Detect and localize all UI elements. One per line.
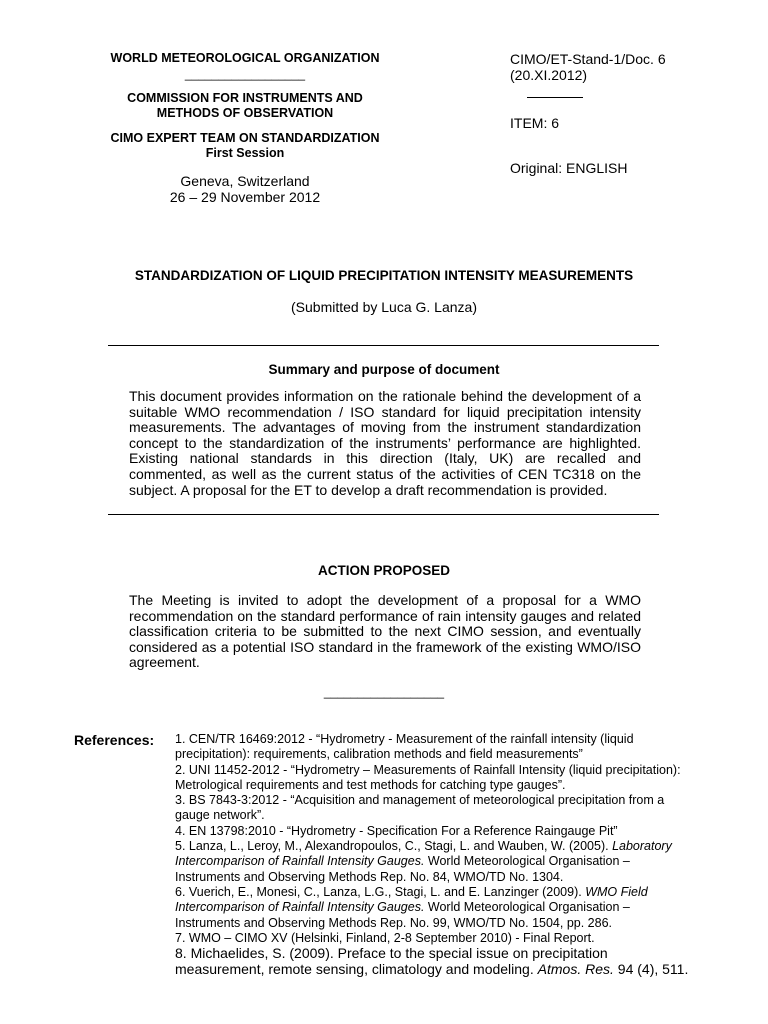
document-info	[510, 51, 710, 176]
reference-8-journal: Atmos. Res.	[537, 960, 614, 977]
reference-4: 4. EN 13798:2010 - “Hydrometry - Specification For a Reference Raingauge Pit”	[175, 823, 618, 838]
expert-team: CIMO EXPERT TEAM ON STANDARDIZATION	[110, 131, 380, 145]
reference-7: 7. WMO – CIMO XV (Helsinki, Finland, 2-8 September 2010) - Final Report.	[175, 930, 595, 945]
reference-1: 1. CEN/TR 16469:2012 - “Hydrometry - Measurement of the rainfall intensity (liquid precipitation): requirements, calibration methods and field measurements”	[175, 732, 634, 762]
doc-rule	[527, 97, 583, 98]
reference-2: 2. UNI 11452-2012 - “Hydrometry – Measurements of Rainfall Intensity (liquid precipitation): Metrological requirements and test methods for catching type gauges”.	[175, 762, 681, 792]
org-underline: __________________	[184, 67, 306, 81]
reference-8-authors: 8. Michaelides, S. (2009). Preface to the special issue on precipitation measurement, remote sensing, climatology and modeling.	[175, 945, 608, 977]
action-text: The Meeting is invited to adopt the development of a proposal for a WMO recommendation on the standard performance of rain intensity gauges and related classification criteria to be submitted to the next CIMO session, and eventually considered as a potential ISO standard in the framework of the existing WMO/ISO agreement.	[129, 592, 641, 671]
reference-3: 3. BS 7843-3:2012 - “Acquisition and management of meteorological precipitation from a gauge network”.	[175, 793, 665, 823]
dates: 26 – 29 November 2012	[169, 189, 321, 205]
reference-5-authors: 5. Lanza, L., Leroy, M., Alexandropoulos, C., Stagi, L. and Wauben, W. (2005).	[175, 839, 613, 854]
commission-line1: COMMISSION FOR INSTRUMENTS AND	[127, 91, 363, 105]
summary-top-divider	[108, 345, 659, 346]
original-language: Original: ENGLISH	[510, 160, 628, 176]
commission-line2: METHODS OF OBSERVATION	[156, 106, 334, 120]
summary-text: This document provides information on the rationale behind the development of a suitable WMO recommendation / ISO standard for liquid precipitation intensity measurements. The advantages of moving from the instrument standardization concept to the standardization of the instruments’ performance are highlighted. Existing national standards in this direction (Italy, UK) are recalled and commented, as well as the current status of the activities of CEN TC318 on the subject. A proposal for the ET to develop a draft recommendation is provided.	[129, 388, 641, 498]
action-heading: ACTION PROPOSED	[317, 563, 450, 578]
reference-6-title: WMO Field Intercomparison of Rainfall Intensity Gauges.	[175, 884, 648, 915]
doc-id: CIMO/ET-Stand-1/Doc. 6	[510, 51, 666, 67]
reference-5	[175, 839, 695, 885]
session: First Session	[205, 146, 285, 160]
location: Geneva, Switzerland	[180, 173, 310, 189]
reference-5-title: Laboratory Intercomparison of Rainfall Intensity Gauges.	[175, 839, 672, 869]
agenda-item: ITEM: 6	[510, 115, 560, 131]
references-list	[175, 732, 695, 977]
reference-8	[175, 946, 695, 977]
reference-6	[175, 885, 695, 931]
org-name: WORLD METEOROLOGICAL ORGANIZATION	[110, 51, 380, 65]
page-title: STANDARDIZATION OF LIQUID PRECIPITATION INTENSITY MEASUREMENTS	[134, 268, 634, 283]
doc-date: (20.XI.2012)	[510, 67, 588, 83]
reference-6-authors: 6. Vuerich, E., Monesi, C., Lanza, L.G., Stagi, L. and E. Lanzinger (2009).	[175, 884, 586, 899]
references-label: References:	[74, 732, 155, 748]
reference-6-source: World Meteorological Organisation – Instruments and Observing Methods Rep. No. 99, WMO/TD No. 1504, pp. 286.	[175, 900, 630, 930]
reference-8-volume: 94 (4), 511.	[613, 960, 689, 977]
summary-heading: Summary and purpose of document	[268, 362, 500, 377]
submitted-by: (Submitted by Luca G. Lanza)	[291, 299, 477, 315]
summary-bottom-divider	[108, 514, 659, 515]
organization-header	[100, 51, 390, 205]
reference-5-source: World Meteorological Organisation – Instruments and Observing Methods Rep. No. 84, WMO/TD No. 1304.	[175, 854, 630, 884]
action-underline: __________________	[323, 685, 445, 699]
